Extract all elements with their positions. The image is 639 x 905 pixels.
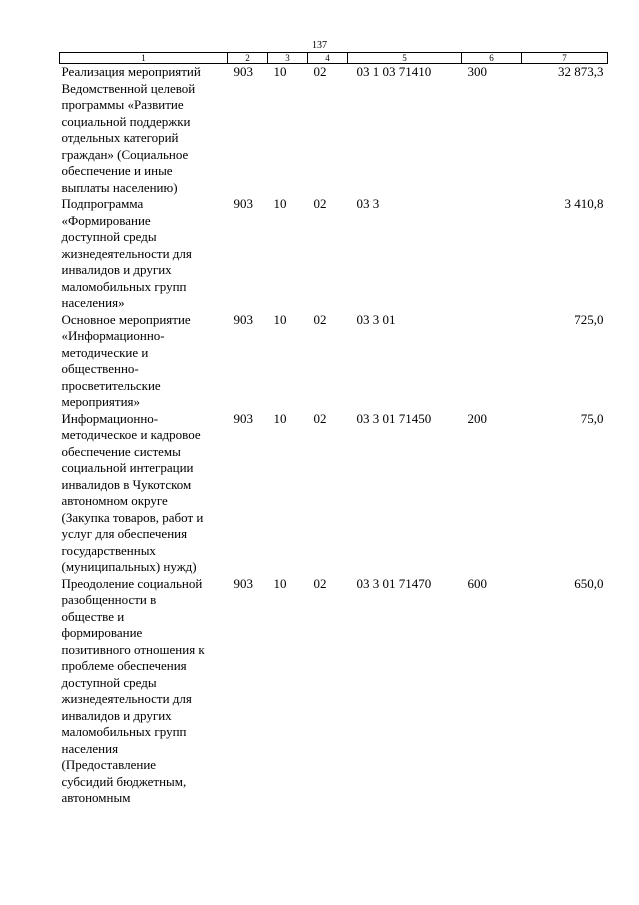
cell-target-article: 03 3 01 — [356, 311, 396, 327]
header-col-3: 3 — [268, 53, 308, 64]
cell-amount: 3 410,8 — [564, 196, 604, 211]
cell-subsection: 02 — [313, 64, 327, 79]
cell-target-article: 03 3 01 71470 — [356, 575, 432, 591]
header-col-5: 5 — [348, 53, 462, 64]
cell-ministry-code: 903 — [233, 311, 253, 327]
cell-ministry-code: 903 — [233, 64, 253, 79]
cell-target-article: 03 3 01 71450 — [356, 410, 432, 426]
table-row — [60, 411, 608, 576]
header-row — [60, 53, 608, 64]
page-number: 137 — [312, 40, 327, 51]
cell-section: 10 — [273, 64, 287, 79]
cell-name: Подпрограмма «Формирование доступной среды жизнедеятельности для инвалидов и других маломобильных групп населения» — [61, 196, 192, 310]
cell-expense-type — [462, 196, 522, 312]
cell-amount: 75,0 — [580, 410, 604, 426]
table-row — [60, 312, 608, 411]
cell-ministry-code: 903 — [233, 575, 253, 591]
cell-subsection: 02 — [313, 410, 327, 426]
cell-name: Основное мероприятие «Информационно- методические и общественно- просветительские мероприятия» — [61, 311, 191, 409]
cell-expense-type: 300 — [467, 64, 487, 79]
cell-name: Информационно- методическое и кадровое обеспечение системы социальной интеграции инвалидов в Чукотском автономном округе (Закупка товаров, работ и услуг для обеспечения государственных (муниципальных) нужд) — [61, 410, 204, 574]
table-row — [60, 64, 608, 197]
cell-expense-type: 600 — [467, 575, 487, 591]
cell-section: 10 — [273, 311, 287, 327]
table-body — [60, 64, 608, 807]
cell-subsection: 02 — [313, 575, 327, 591]
cell-section: 10 — [273, 575, 287, 591]
header-col-7: 7 — [522, 53, 608, 64]
table-header — [60, 53, 608, 64]
cell-amount: 725,0 — [574, 311, 604, 327]
cell-name: Реализация мероприятий Ведомственной целевой программы «Развитие социальной поддержки отдельных категорий граждан» (Социальное обеспечение и иные выплаты населению) — [61, 64, 201, 195]
cell-target-article: 03 1 03 71410 — [356, 64, 432, 79]
cell-subsection: 02 — [313, 311, 327, 327]
table-row — [60, 196, 608, 312]
cell-section: 10 — [273, 410, 287, 426]
cell-expense-type: 200 — [467, 410, 487, 426]
header-col-2: 2 — [228, 53, 268, 64]
cell-ministry-code: 903 — [233, 196, 253, 211]
table-row — [60, 576, 608, 807]
cell-target-article: 03 3 — [356, 196, 380, 211]
cell-ministry-code: 903 — [233, 410, 253, 426]
header-col-6: 6 — [462, 53, 522, 64]
cell-amount: 650,0 — [574, 575, 604, 591]
cell-section: 10 — [273, 196, 287, 211]
header-col-4: 4 — [308, 53, 348, 64]
cell-name: Преодоление социальной разобщенности в обществе и формирование позитивного отношения к проблеме обеспечения доступной среды жизнедеятельности для инвалидов и других маломобильных групп населения (Предоставление субсидий бюджетным, автономным — [61, 575, 205, 805]
header-col-1: 1 — [60, 53, 228, 64]
cell-subsection: 02 — [313, 196, 327, 211]
cell-amount: 32 873,3 — [558, 64, 604, 79]
budget-table — [59, 52, 608, 807]
cell-expense-type — [462, 312, 522, 411]
